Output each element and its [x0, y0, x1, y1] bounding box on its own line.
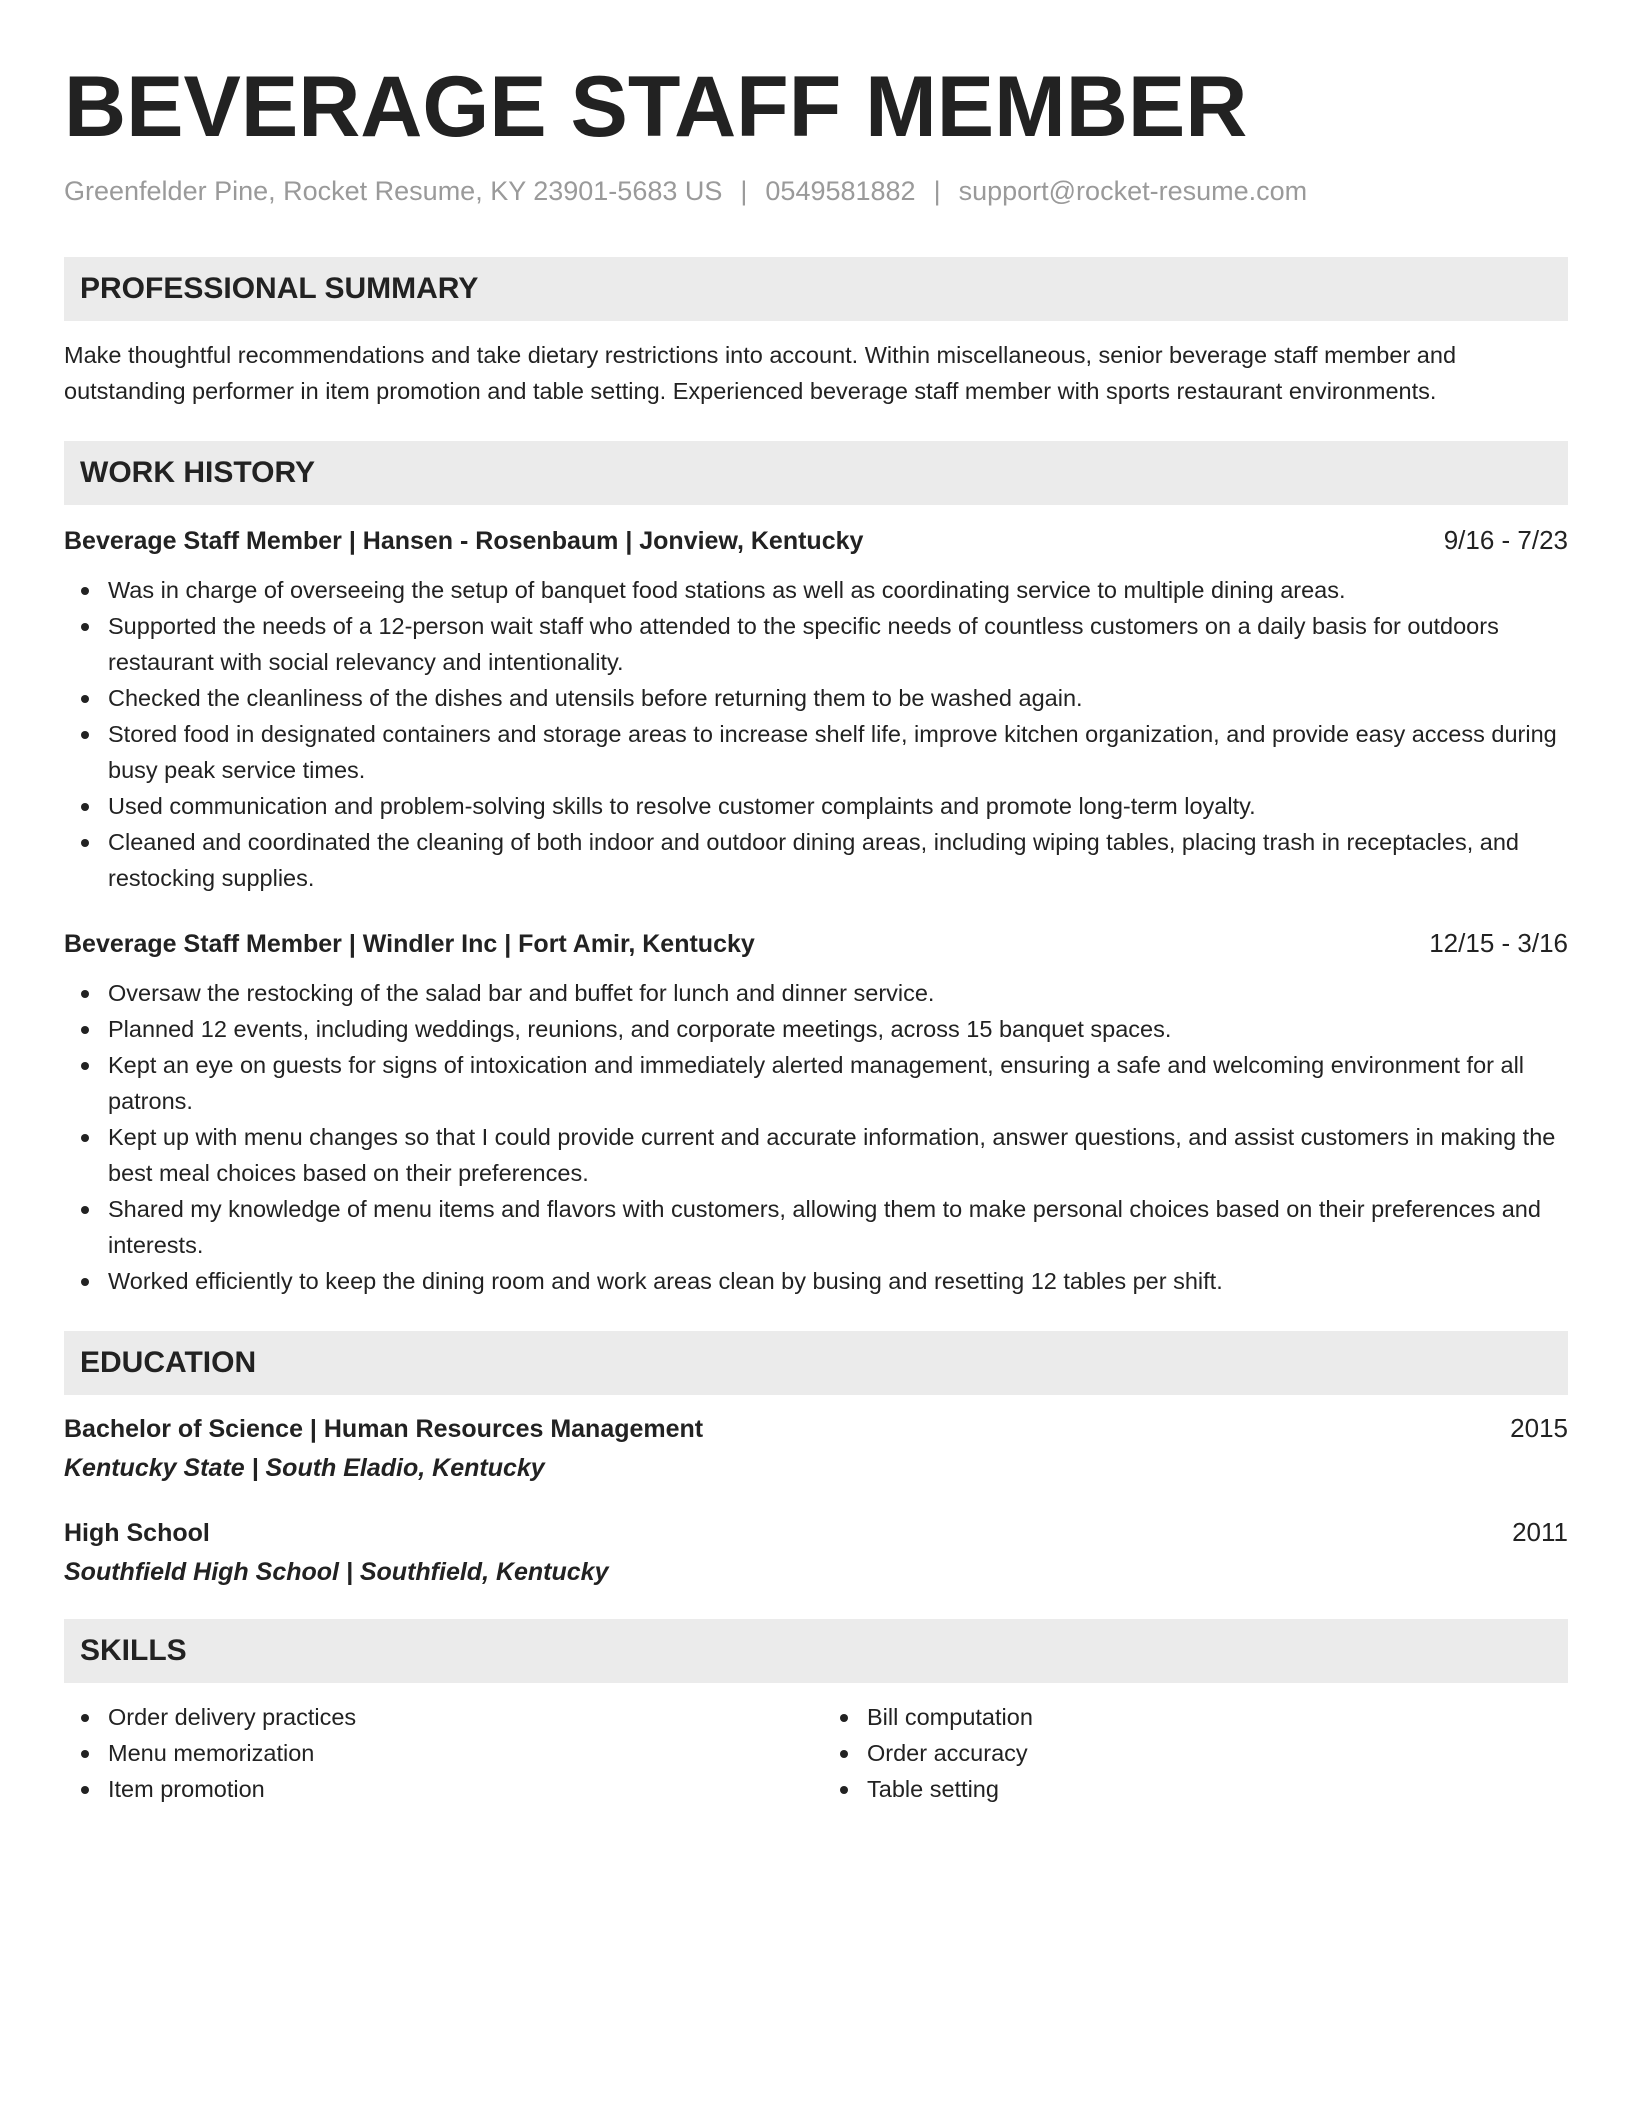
summary-text: Make thoughtful recommendations and take dietary restrictions into account. Within miscellaneous, senior beverage staff member and outstanding performer in item promotion and table setting. Experienced beverage staff member with sports restaurant environments. [64, 342, 1457, 404]
skills-list [64, 1699, 1568, 1807]
skill-item: Table setting [823, 1771, 1568, 1807]
job-title: Beverage Staff Member | Windler Inc | Fort Amir, Kentucky [64, 930, 755, 958]
job-dates: 9/16 - 7/23 [1443, 525, 1568, 555]
candidate-name: BEVERAGE STAFF MEMBER [64, 59, 1248, 155]
job-entry [64, 525, 1568, 896]
section-heading-summary: PROFESSIONAL SUMMARY [64, 257, 1568, 321]
job-duty: Kept up with menu changes so that I could provide current and accurate information, answer questions, and assist customers in making the best meal choices based on their preferences. [64, 1119, 1568, 1191]
contact-separator: | [933, 176, 941, 206]
section-heading-skills: SKILLS [64, 1619, 1568, 1683]
skill-item: Order delivery practices [64, 1699, 809, 1735]
job-header [64, 928, 1568, 959]
job-duty: Kept an eye on guests for signs of intoxication and immediately alerted management, ensuring a safe and welcoming environment for all patrons. [64, 1047, 1568, 1119]
skills-column-right [809, 1699, 1568, 1807]
job-dates: 12/15 - 3/16 [1429, 928, 1568, 958]
job-header [64, 525, 1568, 556]
education-header [64, 1413, 1568, 1444]
education-school: Kentucky State | South Eladio, Kentucky [64, 1454, 545, 1482]
job-duty: Stored food in designated containers and storage areas to increase shelf life, improve kitchen organization, and provide easy access during busy peak service times. [64, 716, 1568, 788]
job-duty: Cleaned and coordinated the cleaning of both indoor and outdoor dining areas, including wiping tables, placing trash in receptacles, and restocking supplies. [64, 824, 1568, 896]
section-heading-education: EDUCATION [64, 1331, 1568, 1395]
contact-line [64, 176, 1568, 207]
education-degree: Bachelor of Science | Human Resources Management [64, 1415, 704, 1443]
job-duty: Worked efficiently to keep the dining room and work areas clean by busing and resetting 12 tables per shift. [64, 1263, 1568, 1299]
job-duty: Was in charge of overseeing the setup of banquet food stations as well as coordinating service to multiple dining areas. [64, 572, 1568, 608]
job-duty: Supported the needs of a 12-person wait staff who attended to the specific needs of countless customers on a daily basis for outdoors restaurant with social relevancy and intentionality. [64, 608, 1568, 680]
education-degree: High School [64, 1519, 210, 1547]
education-year: 2011 [1512, 1517, 1568, 1547]
job-duty: Oversaw the restocking of the salad bar and buffet for lunch and dinner service. [64, 975, 1568, 1011]
job-duty: Shared my knowledge of menu items and flavors with customers, allowing them to make personal choices based on their preferences and interests. [64, 1191, 1568, 1263]
job-entry [64, 928, 1568, 1299]
skill-item: Order accuracy [823, 1735, 1568, 1771]
skill-item: Menu memorization [64, 1735, 809, 1771]
skill-item: Bill computation [823, 1699, 1568, 1735]
job-duty: Checked the cleanliness of the dishes and utensils before returning them to be washed again. [64, 680, 1568, 716]
education-year: 2015 [1510, 1413, 1568, 1443]
job-duties [64, 975, 1568, 1299]
education-school: Southfield High School | Southfield, Kentucky [64, 1558, 609, 1586]
education-entry [64, 1517, 1568, 1587]
education-header [64, 1517, 1568, 1548]
contact-email[interactable]: support@rocket-resume.com [958, 176, 1308, 206]
skill-item: Item promotion [64, 1771, 809, 1807]
contact-separator: | [740, 176, 748, 206]
job-duties [64, 572, 1568, 896]
skills-column-left [64, 1699, 809, 1807]
job-duty: Planned 12 events, including weddings, reunions, and corporate meetings, across 15 banquet spaces. [64, 1011, 1568, 1047]
job-duty: Used communication and problem-solving skills to resolve customer complaints and promote long-term loyalty. [64, 788, 1568, 824]
education-entry [64, 1413, 1568, 1483]
section-heading-work-history: WORK HISTORY [64, 441, 1568, 505]
contact-phone: 0549581882 [765, 176, 916, 206]
job-title: Beverage Staff Member | Hansen - Rosenbaum | Jonview, Kentucky [64, 527, 864, 555]
contact-address: Greenfelder Pine, Rocket Resume, KY 23901-5683 US [64, 176, 723, 206]
